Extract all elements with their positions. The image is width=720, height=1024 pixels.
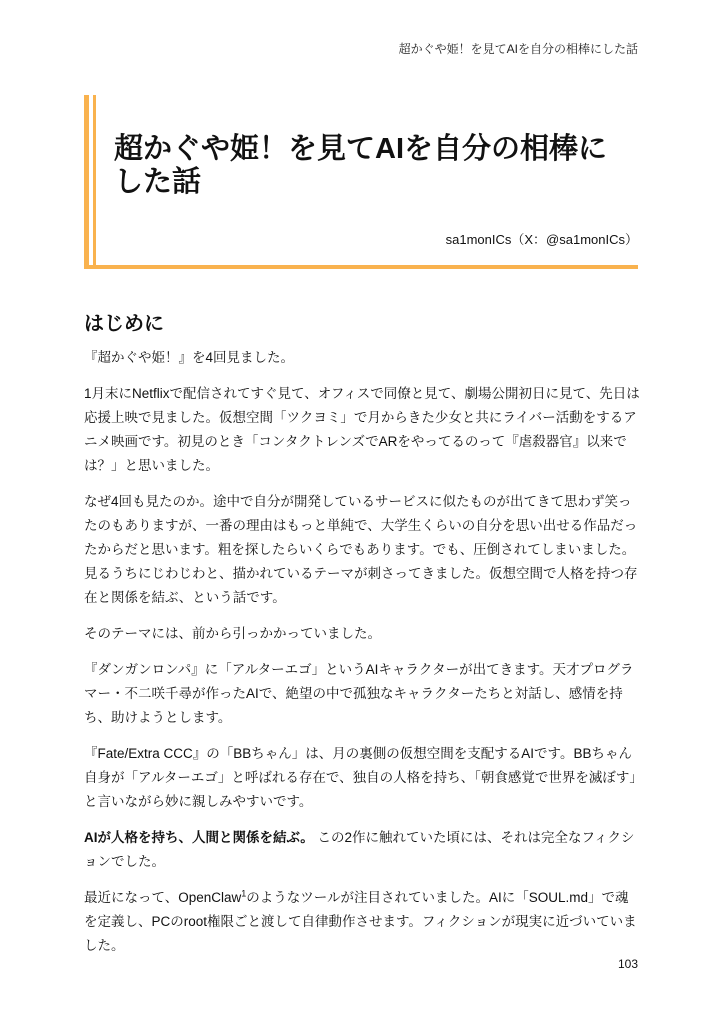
paragraph (84, 826, 640, 874)
accent-bar (84, 95, 89, 269)
paragraph: 1月末にNetflixで配信されてすぐ見て、オフィスで同僚と見て、劇場公開初日に見て、先日は応援上映で見ました。仮想空間「ツクヨミ」で月からきた少女と共にライバー活動をするアニメ映画です。初見のとき「コンタクトレンズでARをやってるのって『虐殺器官』以来では？」と思いました。 (84, 386, 640, 473)
paragraph: 『Fate/Extra CCC』の「BBちゃん」は、月の裏側の仮想空間を支配するAIです。BBちゃん自身が「アルターエゴ」と呼ばれる存在で、独自の人格を持ち、「朝食感覚で世界を滅ぼす」と言いながら妙に親しみやすいです。 (84, 746, 637, 809)
running-header: 超かぐや姫！を見てAIを自分の相棒にした話 (398, 42, 638, 56)
chapter-title: 超かぐや姫！を見てAIを自分の相棒にした話 (114, 133, 608, 198)
paragraph: そのテーマには、前から引っかかっていました。 (84, 626, 381, 641)
page-number: 103 (617, 957, 638, 971)
paragraph-text: のようなツールが注目されていました。AIに「SOUL.md」で魂を定義し、PCのroot権限ごと渡して自律動作させます。フィクションが現実に近づいていました。 (84, 890, 637, 953)
paragraph: なぜ4回も見たのか。途中で自分が開発しているサービスに似たものが出てきて思わず笑ったのもありますが、一番の理由はもっと単純で、大学生くらいの自分を思い出せる作品だったからだと思います。粗を探したらいくらでもあります。でも、圧倒されてしまいました。見るうちにじわじわと、描かれているテーマが刺さってきました。仮想空間で人格を持つ存在と関係を結ぶ、という話です。 (84, 494, 638, 605)
body-text (84, 346, 640, 970)
paragraph: 『超かぐや姫！』を4回見ました。 (84, 350, 295, 365)
paragraph: 『ダンガンロンパ』に「アルターエゴ」というAIキャラクターが出てきます。天才プログラマー・不二咲千尋が作ったAIで、絶望の中で孤独なキャラクターたちと対話し、感情を持ち、助けようとします。 (84, 662, 634, 725)
accent-bar-thin (93, 95, 96, 269)
title-block (84, 95, 638, 269)
bold-emphasis: AIが人格を持ち、人間と関係を結ぶ。 (84, 830, 314, 845)
paragraph-text: この2作に触れていた頃には、それは完全なフィクションでした。 (84, 830, 635, 869)
footnote-marker[interactable]: 1 (241, 888, 247, 899)
author-line: sa1monICs（X：@sa1monICs） (445, 232, 638, 247)
paragraph-text: 最近になって、OpenClaw (84, 890, 242, 905)
section-heading: はじめに (84, 313, 164, 335)
paragraph (84, 886, 640, 958)
